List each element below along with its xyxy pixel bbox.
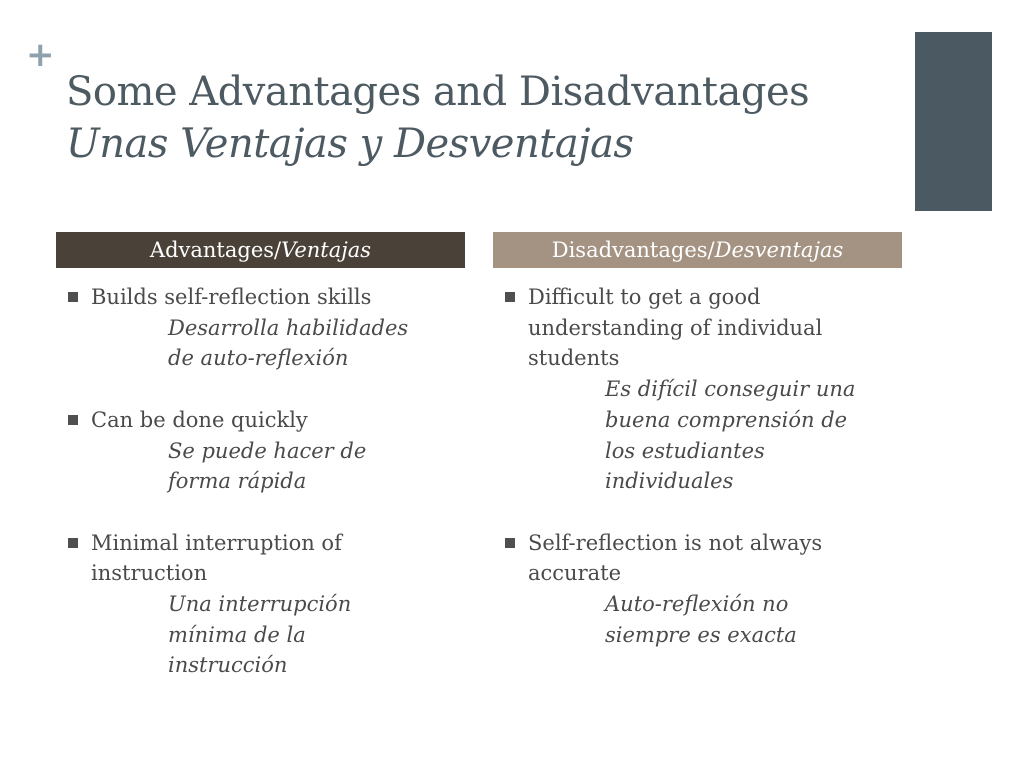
title-spanish: Unas Ventajas y Desventajas [66, 121, 634, 167]
list-item [503, 528, 903, 651]
item-spanish-line: instrucción [168, 653, 288, 678]
bullet-icon [505, 292, 515, 302]
bullet-icon [505, 538, 515, 548]
disadvantages-list [503, 282, 903, 681]
item-spanish-line: Auto-reflexión no [605, 592, 789, 617]
item-spanish-line: Desarrolla habilidades [168, 315, 409, 340]
item-spanish-line: de auto-reflexión [168, 346, 349, 371]
title-english: Some Advantages and Disadvantages [66, 69, 810, 115]
list-item [66, 405, 466, 497]
item-spanish-line: siempre es exacta [605, 622, 797, 647]
item-spanish-line: los estudiantes [605, 438, 765, 463]
accent-bar [915, 32, 992, 211]
advantages-header [56, 232, 465, 268]
bullet-icon [68, 538, 78, 548]
item-spanish-line: Una interrupción [168, 592, 352, 616]
plus-icon: + [26, 35, 55, 75]
list-item [66, 528, 466, 682]
item-spanish-line: Se puede hacer de [168, 438, 367, 463]
item-english: Self-reflection is not always accurate [528, 530, 823, 586]
disadvantages-header-spanish: Desventajas [714, 238, 844, 262]
item-english: Builds self-reflection skills [91, 285, 372, 309]
item-english: Can be done quickly [91, 407, 308, 432]
slide-title [66, 66, 906, 170]
disadvantages-header-english: Disadvantages/ [551, 238, 715, 262]
disadvantages-header [493, 232, 902, 268]
list-item [503, 282, 903, 497]
item-english: Minimal interruption of instruction [91, 530, 342, 586]
item-spanish-line: mínima de la [168, 622, 306, 647]
advantages-header-spanish: Ventajas [281, 238, 372, 262]
item-english: Difficult to get a good understanding of individual students [528, 285, 823, 371]
bullet-icon [68, 292, 78, 302]
advantages-list [66, 282, 466, 712]
item-spanish-line: forma rápida [168, 469, 307, 494]
item-spanish-line: individuales [605, 469, 734, 494]
bullet-icon [68, 415, 78, 425]
advantages-header-english: Advantages/ [149, 238, 282, 262]
item-spanish-line: buena comprensión de [605, 407, 848, 432]
item-spanish-line: Es difícil conseguir una [605, 377, 856, 402]
list-item [66, 282, 466, 374]
